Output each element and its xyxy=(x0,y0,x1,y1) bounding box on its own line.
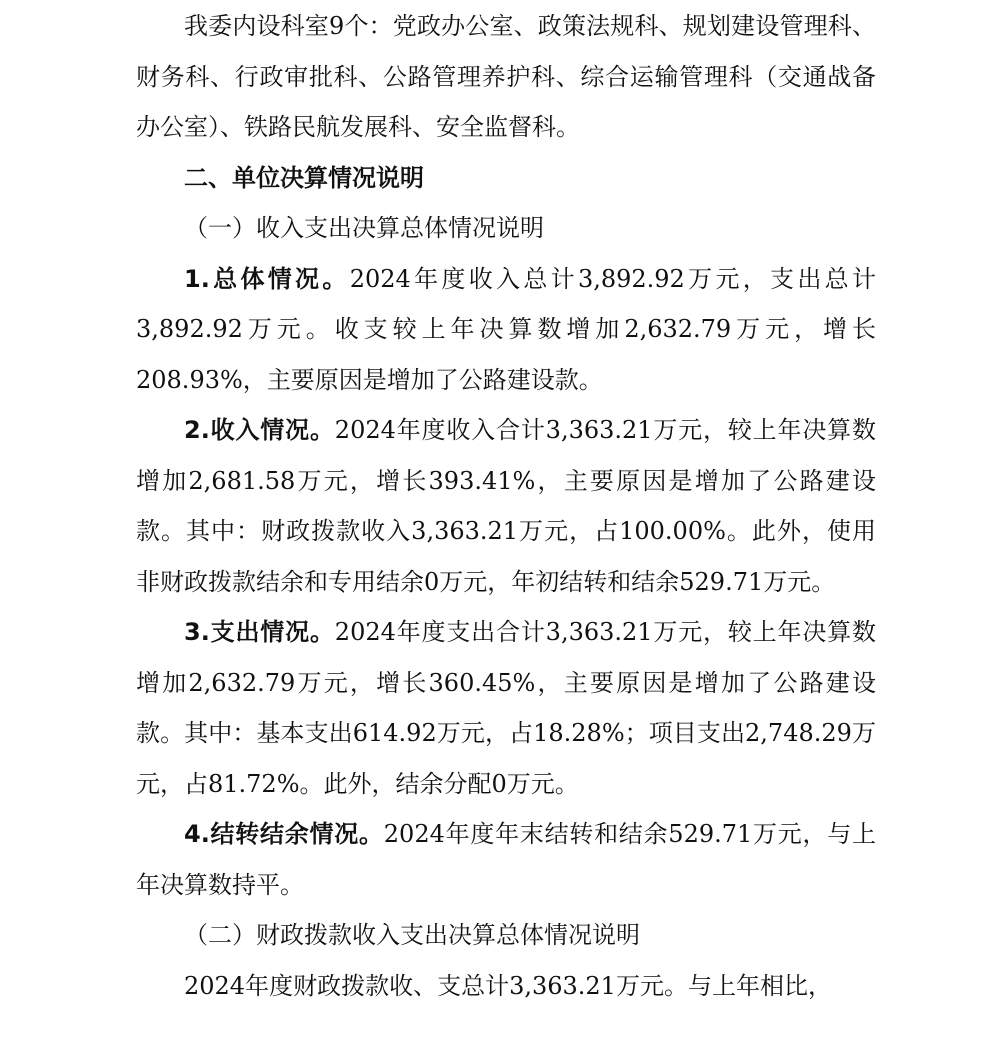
body-paragraph-balance xyxy=(136,809,876,910)
section-heading xyxy=(136,153,876,204)
paragraph-text: 2024年度收入总计3,892.92万元，支出总计3,892.92万元。收支较上年决算数增加2,632.79万元，增长208.93%，主要原因是增加了公路建设款。 xyxy=(136,264,876,394)
paragraph-text: 2024年度年末结转和结余529.71万元，与上年决算数持平。 xyxy=(136,820,876,899)
body-paragraph-departments xyxy=(136,1,876,153)
paragraph-text: 2024年度财政拨款收、支总计3,363.21万元。与上年相比， xyxy=(184,971,832,1000)
heading-text: 二、单位决算情况说明 xyxy=(184,163,424,192)
paragraph-text: 我委内设科室9个：党政办公室、政策法规科、规划建设管理科、财务科、行政审批科、公路管理养护科、综合运输管理科（交通战备办公室）、铁路民航发展科、安全监督科。 xyxy=(136,12,876,141)
paragraph-text: 2024年度收入合计3,363.21万元，较上年决算数增加2,681.58万元，增长393.41%，主要原因是增加了公路建设款。其中：财政拨款收入3,363.21万元，占100.00%。此外，使用非财政拨款结余和专用结余0万元，年初结转和结余529.71万元。 xyxy=(136,416,876,596)
body-paragraph-expenditure xyxy=(136,607,876,809)
subsection-heading xyxy=(136,910,876,961)
paragraph-lead: 1.总体情况。 xyxy=(184,264,350,293)
subsection-heading xyxy=(136,203,876,254)
paragraph-lead: 2.收入情况。 xyxy=(184,416,335,444)
paragraph-lead: 4.结转结余情况。 xyxy=(184,820,384,848)
document-page xyxy=(136,0,876,1011)
body-paragraph-fiscal xyxy=(136,961,876,1012)
body-paragraph-income xyxy=(136,405,876,607)
paragraph-text: 2024年度支出合计3,363.21万元，较上年决算数增加2,632.79万元，增长360.45%，主要原因是增加了公路建设款。其中：基本支出614.92万元，占18.28%；项目支出2,748.29万元，占81.72%。此外，结余分配0万元。 xyxy=(136,618,876,798)
subheading-text: （一）收入支出决算总体情况说明 xyxy=(184,214,544,242)
body-paragraph-overall xyxy=(136,254,876,406)
paragraph-lead: 3.支出情况。 xyxy=(184,618,335,646)
subheading-text: （二）财政拨款收入支出决算总体情况说明 xyxy=(184,921,640,949)
